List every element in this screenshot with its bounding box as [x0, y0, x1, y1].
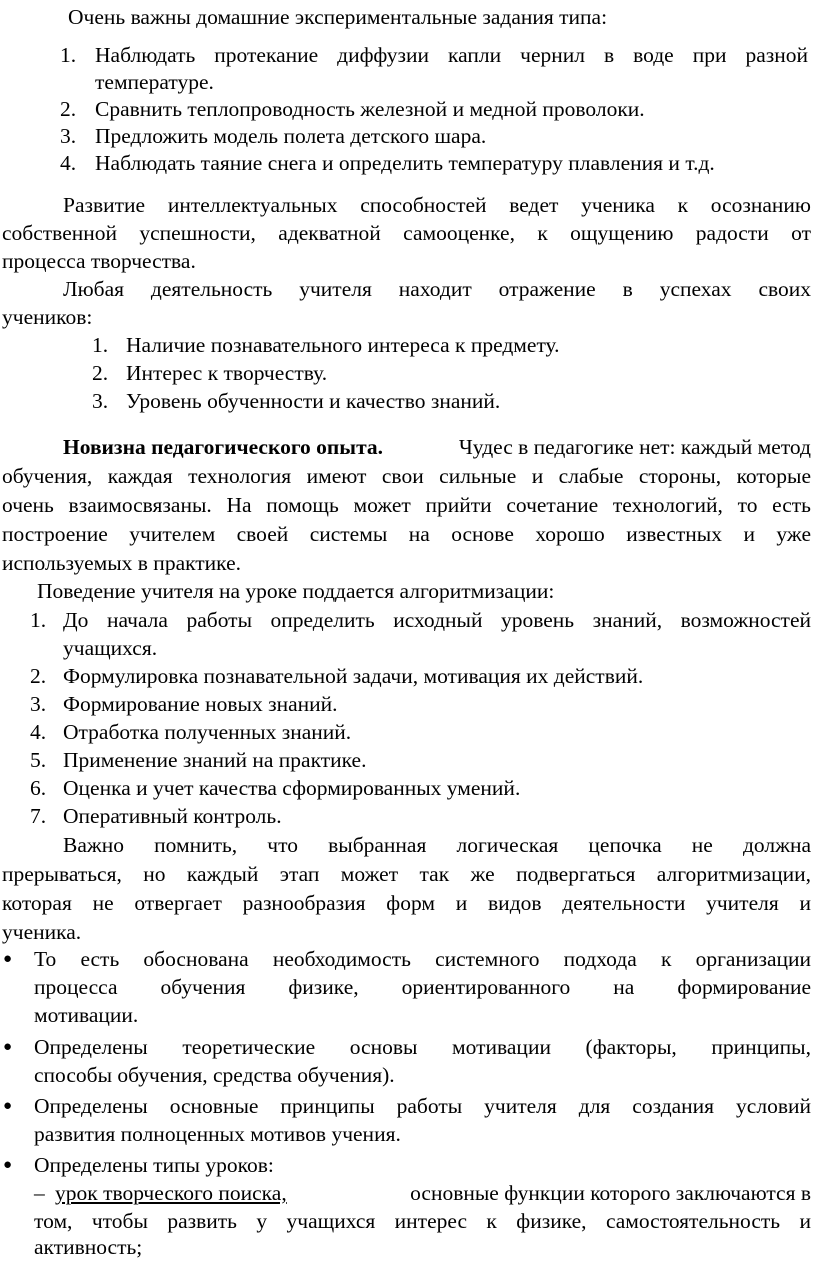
bullet-icon: ● — [3, 951, 13, 967]
para2-line2: учеников: — [2, 305, 93, 329]
novelty-line3: очень взаимосвязаны. На помощь может прийти сочетание технологий, то есть — [2, 493, 811, 517]
para1-line1: Развитие интеллектуальных способностей ведет ученика к осознанию — [63, 193, 811, 217]
list1-item-4: Наблюдать таяние снега и определить температуру плавления и т.д. — [95, 151, 715, 175]
list1-num-4: 4. — [60, 151, 77, 175]
bullet4-line1: Определены типы уроков: — [34, 1153, 274, 1177]
bullet2-line2: способы обучения, средства обучения). — [34, 1063, 395, 1087]
para2-line1: Любая деятельность учителя находит отражение в успехах своих — [63, 277, 811, 301]
bullet3-line1: Определены основные принципы работы учителя для создания условий — [34, 1094, 811, 1118]
list2-num-2: 2. — [92, 361, 109, 385]
para4-line2: прерываться, но каждый этап может так же подвергаться алгоритмизации, — [2, 862, 811, 886]
lesson-line3: активность; — [34, 1235, 143, 1259]
list3-item-7: Оперативный контроль. — [63, 804, 282, 828]
list3-num-1: 1. — [30, 608, 47, 632]
list1-item-2: Сравнить теплопроводность железной и медной проволоки. — [95, 97, 645, 121]
list3-item-6: Оценка и учет качества сформированных умений. — [63, 776, 521, 800]
para4-line1: Важно помнить, что выбранная логическая цепочка не должна — [63, 833, 811, 857]
list3-item-1-line2: учащихся. — [63, 636, 158, 660]
list1-num-2: 2. — [60, 97, 77, 121]
novelty-line2: обучения, каждая технология имеют свои сильные и слабые стороны, которые — [2, 464, 811, 488]
list3-item-5: Применение знаний на практике. — [63, 748, 367, 772]
list3-item-4: Отработка полученных знаний. — [63, 720, 352, 744]
list1-num-1: 1. — [60, 43, 77, 67]
intro-text: Очень важны домашние экспериментальные задания типа: — [68, 5, 608, 29]
list3-num-6: 6. — [30, 776, 47, 800]
lesson-rest: основные функции которого заключаются в — [410, 1181, 811, 1205]
novelty-line4: построение учителем своей системы на основе хорошо известных и уже — [2, 522, 811, 546]
bullet-icon: ● — [3, 1098, 13, 1114]
bullet1-line1: То есть обоснована необходимость системного подхода к организации — [34, 947, 811, 971]
lesson-line2: том, чтобы развить у учащихся интерес к физике, самостоятельность и — [34, 1209, 811, 1233]
list1-item-3: Предложить модель полета детского шара. — [95, 124, 487, 148]
list3-num-5: 5. — [30, 748, 47, 772]
para3-text: Поведение учителя на уроке поддается алгоритмизации: — [37, 579, 555, 603]
novelty-line5: используемых в практике. — [2, 551, 241, 575]
list1-num-3: 3. — [60, 124, 77, 148]
list2-num-3: 3. — [92, 389, 109, 413]
bullet2-line1: Определены теоретические основы мотивации (факторы, принципы, — [34, 1035, 811, 1059]
list3-item-2: Формулировка познавательной задачи, мотивация их действий. — [63, 664, 644, 688]
list2-num-1: 1. — [92, 333, 109, 357]
lesson-type-underlined: урок творческого поиска, — [55, 1181, 287, 1205]
para1-line2: собственной успешности, адекватной самооценке, к ощущению радости от — [2, 221, 811, 245]
novelty-first-line: Чудес в педагогике нет: каждый метод — [458, 435, 811, 459]
list3-num-4: 4. — [30, 720, 47, 744]
list3-num-7: 7. — [30, 804, 47, 828]
list1-item-1-line1: Наблюдать протекание диффузии капли чернил в воде при разной — [95, 43, 808, 67]
novelty-heading: Новизна педагогического опыта. — [63, 435, 384, 459]
lesson-dash: – — [34, 1181, 45, 1205]
bullet1-line3: мотивации. — [34, 1003, 139, 1027]
list3-num-3: 3. — [30, 692, 47, 716]
bullet-icon: ● — [3, 1157, 13, 1173]
bullet3-line2: развития полноценных мотивов учения. — [34, 1122, 401, 1146]
list3-item-3: Формирование новых знаний. — [63, 692, 338, 716]
bullet1-line2: процесса обучения физике, ориентированного на формирование — [34, 975, 811, 999]
list1-item-1-line2: температуре. — [95, 70, 214, 94]
para1-line3: процесса творчества. — [2, 249, 196, 273]
list2-item-3: Уровень обученности и качество знаний. — [126, 389, 501, 413]
bullet-icon: ● — [3, 1039, 13, 1055]
list3-num-2: 2. — [30, 664, 47, 688]
para4-line3: которая не отвергает разнообразия форм и видов деятельности учителя и — [2, 891, 811, 915]
list2-item-1: Наличие познавательного интереса к предмету. — [126, 333, 560, 357]
list2-item-2: Интерес к творчеству. — [126, 361, 328, 385]
para4-line4: ученика. — [2, 920, 82, 944]
list3-item-1-line1: До начала работы определить исходный уровень знаний, возможностей — [63, 608, 811, 632]
